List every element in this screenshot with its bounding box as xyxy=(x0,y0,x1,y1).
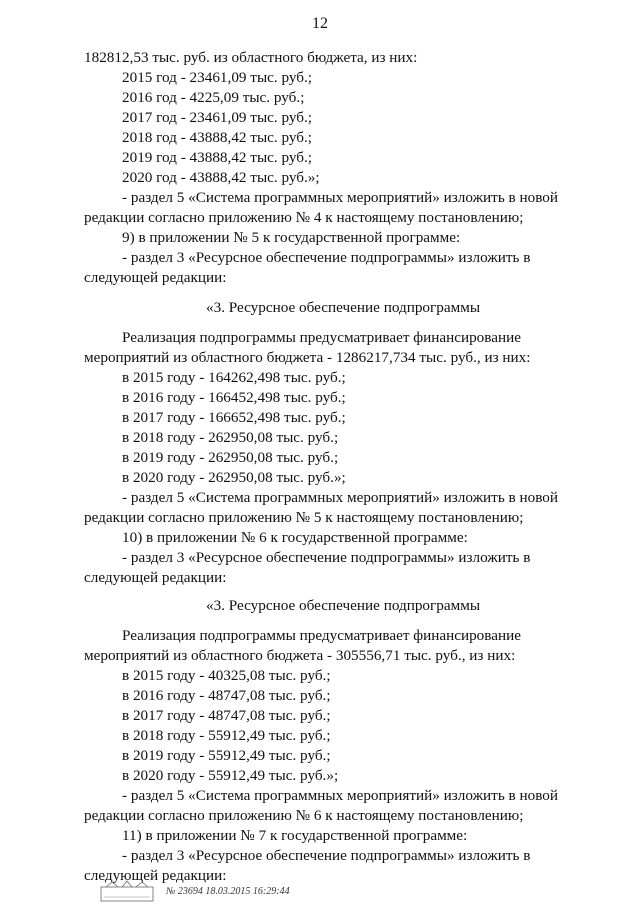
text-line: в 2016 году - 48747,08 тыс. руб.; xyxy=(122,687,331,704)
section-heading: «3. Ресурсное обеспечение подпрограммы xyxy=(206,597,481,614)
text-line: мероприятий из областного бюджета - 305556,71 тыс. руб., из них: xyxy=(84,647,516,664)
text-line: 9) в приложении № 5 к государственной программе: xyxy=(122,229,461,246)
text-line: 2015 год - 23461,09 тыс. руб.; xyxy=(122,69,313,86)
government-seal-icon xyxy=(100,880,154,902)
document-footer xyxy=(100,880,290,902)
text-line: Реализация подпрограммы предусматривает финансирование xyxy=(122,329,521,346)
text-line: редакции согласно приложению № 5 к настоящему постановлению; xyxy=(84,509,524,526)
text-line: в 2015 году - 40325,08 тыс. руб.; xyxy=(122,667,331,684)
text-line: 11) в приложении № 7 к государственной программе: xyxy=(122,827,468,844)
text-line: в 2019 году - 262950,08 тыс. руб.; xyxy=(122,449,339,466)
text-line: в 2018 году - 262950,08 тыс. руб.; xyxy=(122,429,339,446)
text-line: 2018 год - 43888,42 тыс. руб.; xyxy=(122,129,313,146)
text-line: 2017 год - 23461,09 тыс. руб.; xyxy=(122,109,313,126)
text-line: - раздел 3 «Ресурсное обеспечение подпрограммы» изложить в xyxy=(122,847,531,864)
text-line: редакции согласно приложению № 6 к настоящему постановлению; xyxy=(84,807,524,824)
text-line: - раздел 5 «Система программных мероприятий» изложить в новой xyxy=(122,787,559,804)
text-line: - раздел 5 «Система программных мероприятий» изложить в новой xyxy=(122,189,559,206)
paragraph-line-justified xyxy=(122,188,606,207)
text-line: 2019 год - 43888,42 тыс. руб.; xyxy=(122,149,313,166)
text-line: в 2018 году - 55912,49 тыс. руб.; xyxy=(122,727,331,744)
text-line: в 2019 году - 55912,49 тыс. руб.; xyxy=(122,747,331,764)
text-line: 2016 год - 4225,09 тыс. руб.; xyxy=(122,89,305,106)
text-line: - раздел 5 «Система программных мероприятий» изложить в новой xyxy=(122,489,559,506)
text-line: 2020 год - 43888,42 тыс. руб.»; xyxy=(122,169,320,186)
registration-stamp: № 23694 18.03.2015 16:29:44 xyxy=(166,886,290,897)
text-line: в 2020 году - 55912,49 тыс. руб.»; xyxy=(122,767,339,784)
text-line: в 2017 году - 48747,08 тыс. руб.; xyxy=(122,707,331,724)
text-line: 10) в приложении № 6 к государственной программе: xyxy=(122,529,468,546)
text-line: редакции согласно приложению № 4 к настоящему постановлению; xyxy=(84,209,524,226)
text-line: в 2016 году - 166452,498 тыс. руб.; xyxy=(122,389,346,406)
text-line: - раздел 3 «Ресурсное обеспечение подпрограммы» изложить в xyxy=(122,549,531,566)
text-line: 182812,53 тыс. руб. из областного бюджета, из них: xyxy=(84,49,418,66)
section-heading: «3. Ресурсное обеспечение подпрограммы xyxy=(206,299,481,316)
text-line: в 2020 году - 262950,08 тыс. руб.»; xyxy=(122,469,346,486)
text-line: - раздел 3 «Ресурсное обеспечение подпрограммы» изложить в xyxy=(122,249,531,266)
text-line: Реализация подпрограммы предусматривает финансирование xyxy=(122,627,521,644)
text-line: следующей редакции: xyxy=(84,569,227,586)
page-number: 12 xyxy=(312,15,328,32)
text-line: в 2017 году - 166652,498 тыс. руб.; xyxy=(122,409,346,426)
text-line: мероприятий из областного бюджета - 1286217,734 тыс. руб., из них: xyxy=(84,349,531,366)
text-line: следующей редакции: xyxy=(84,867,227,884)
text-line: следующей редакции: xyxy=(84,269,227,286)
text-line: в 2015 году - 164262,498 тыс. руб.; xyxy=(122,369,346,386)
